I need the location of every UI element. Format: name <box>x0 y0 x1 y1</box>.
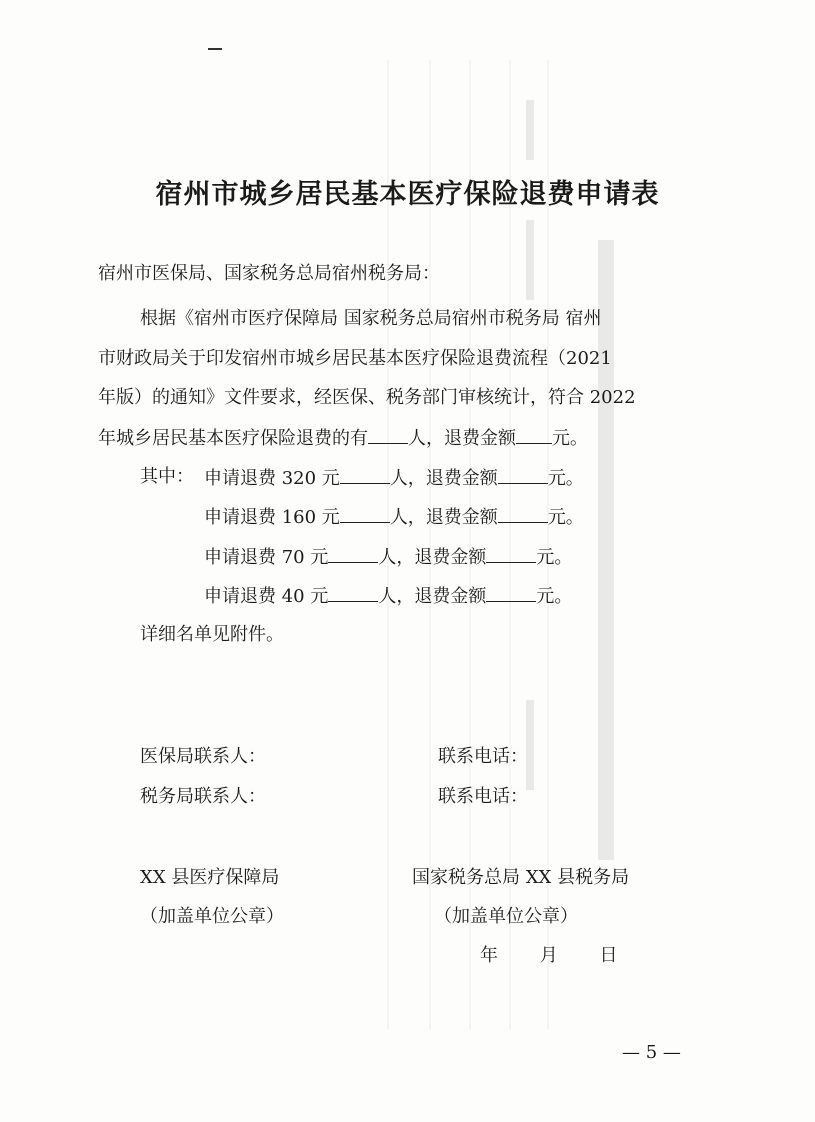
refund-label: 申请退费 320 元 <box>204 468 340 489</box>
tax-bureau-seal: （加盖单位公章） <box>434 906 578 927</box>
refund-label: 申请退费 70 元 <box>204 547 329 568</box>
refund-unit: 元。 <box>547 468 584 489</box>
breakdown-row <box>204 465 584 491</box>
addressee: 宿州市医保局、国家税务总局宿州税务局： <box>98 263 440 284</box>
breakdown-row <box>204 504 584 530</box>
people-blank[interactable] <box>340 465 390 484</box>
top-mark <box>208 48 222 50</box>
body-line-4-text: 年城乡居民基本医疗保险退费的有 <box>98 428 368 449</box>
page-number: — 5 — <box>622 1042 681 1063</box>
medical-phone-label: 联系电话： <box>438 746 528 767</box>
signature-date: 年 月 日 <box>480 945 618 966</box>
refund-unit: 元。 <box>547 507 584 528</box>
people-blank[interactable] <box>328 583 378 602</box>
attachment-note: 详细名单见附件。 <box>140 624 284 645</box>
tax-bureau-name: 国家税务总局 XX 县税务局 <box>412 867 630 888</box>
refund-label: 申请退费 40 元 <box>204 586 329 607</box>
refund-label: 申请退费 160 元 <box>204 507 340 528</box>
people-count-blank[interactable] <box>368 425 408 444</box>
refund-people: 人，退费金额 <box>378 547 487 568</box>
amount-blank[interactable] <box>498 465 548 484</box>
medical-bureau-seal: （加盖单位公章） <box>140 906 284 927</box>
amount-blank[interactable] <box>516 425 552 444</box>
breakdown-row <box>204 544 572 570</box>
refund-unit: 元。 <box>536 547 573 568</box>
tax-phone-label: 联系电话： <box>438 786 528 807</box>
amount-blank[interactable] <box>498 504 548 523</box>
tax-contact-label: 税务局联系人： <box>140 786 266 807</box>
body-line-1: 根据《宿州市医疗保障局 国家税务总局宿州市税务局 宿州 <box>140 308 602 329</box>
people-blank[interactable] <box>328 544 378 563</box>
page-title: 宿州市城乡居民基本医疗保险退费申请表 <box>155 179 660 210</box>
medical-bureau-name: XX 县医疗保障局 <box>140 867 280 888</box>
people-blank[interactable] <box>340 504 390 523</box>
body-line-4 <box>98 425 588 451</box>
body-line-2: 市财政局关于印发宿州市城乡居民基本医疗保险退费流程（2021 <box>98 348 612 369</box>
refund-people: 人，退费金额 <box>389 468 498 489</box>
refund-people: 人，退费金额 <box>389 507 498 528</box>
body-line-4-end: 元。 <box>552 428 588 449</box>
breakdown-lead: 其中： <box>140 466 194 487</box>
amount-blank[interactable] <box>486 583 536 602</box>
refund-people: 人，退费金额 <box>378 586 487 607</box>
body-line-4-mid: 人，退费金额 <box>408 428 516 449</box>
medical-contact-label: 医保局联系人： <box>140 746 266 767</box>
body-line-3: 年版）的通知》文件要求，经医保、税务部门审核统计，符合 2022 <box>98 387 636 408</box>
breakdown-row <box>204 583 572 609</box>
amount-blank[interactable] <box>486 544 536 563</box>
refund-unit: 元。 <box>536 586 573 607</box>
